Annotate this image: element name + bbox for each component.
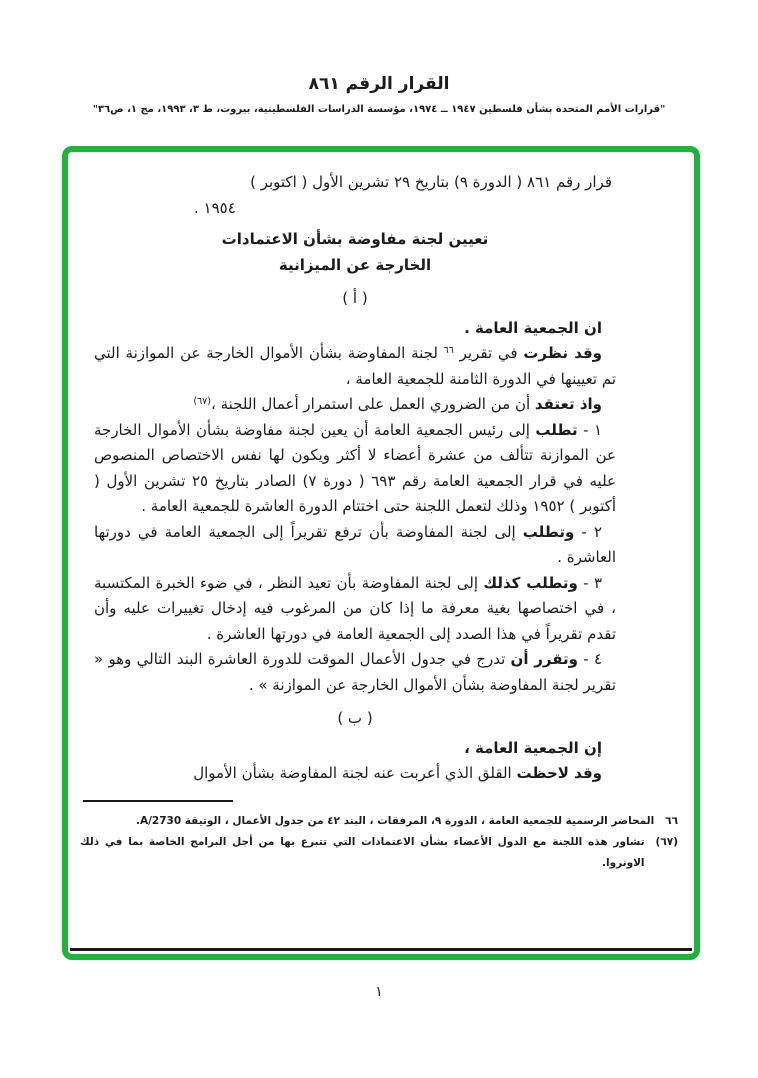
paragraph-item-4 [94, 647, 616, 698]
footnotes-area [80, 800, 678, 874]
paragraph-lead: وتطلب كذلك [483, 573, 578, 592]
document-title: القرار الرقم ٨٦١ [308, 74, 450, 94]
footnote-number: (٦٧) [655, 835, 678, 848]
paragraph-lead: تطلب [535, 420, 578, 439]
paragraph-lead: واذ تعتقد [534, 395, 602, 413]
paragraph-text: في تقرير [453, 344, 524, 362]
paragraph-lead: إن الجمعية العامة ، [464, 738, 602, 757]
paragraph-text: تدرج في جدول الأعمال الموقت للدورة العاشرة البند التالي وهو « تقرير لجنة المفاوضة بشأن الأموال الخارجة عن الموازنة » . [94, 650, 616, 694]
paragraph-lead: وتقرر أن [510, 650, 578, 668]
paragraph-lead: وتطلب [522, 522, 575, 541]
paragraph-preamble-2 [94, 341, 616, 392]
paragraph-lead: وقد نظرت [523, 344, 602, 362]
paragraph-item-1 [94, 418, 616, 520]
item-number: ٢ - [574, 522, 602, 541]
paragraph-lead: ان الجمعية العامة . [464, 318, 602, 337]
footnote-separator [83, 800, 233, 802]
paragraph-text: إلى لجنة المفاوضة بأن ترفع تقريراً إلى الجمعية العامة في دورتها العاشرة . [94, 522, 616, 566]
resolution-subtitle-line2: الخارجة عن الميزانية [278, 255, 432, 274]
page-number: ١ [375, 984, 383, 1000]
paragraph-b-2 [94, 761, 616, 787]
resolution-date-line: ١٩٥٤ . [194, 198, 236, 217]
paragraph-text: أن من الضروري العمل على استمرار أعمال اللجنة ، [211, 395, 535, 413]
resolution-subtitle-line1: تعيين لجنة مفاوضة بشأن الاعتمادات [221, 230, 489, 248]
footnote-text: المحاضر الرسمية للجمعية العامة ، الدورة ٩، المرفقات ، البند ٤٢ من جدول الأعمال ، الوثيقة A/2730. [135, 814, 655, 827]
paragraph-text: إلى لجنة المفاوضة بأن تعيد النظر ، في ضوء الخبرة المكتسبة ، في اختصاصها بغية معرفة ما إذا كان من المرغوب فيه إدخال تغييرات عليه وأن تقدم تقريراً في هذا الصدد إلى الجمعية العامة في دورتها العاشرة . [94, 573, 616, 643]
footnote-66 [80, 811, 678, 832]
paragraph-text: لجنة المفاوضة بشأن الأموال الخارجة عن الموازنة التي تم تعيينها في الدورة الثامنة للجمعية العامة ، [94, 344, 616, 388]
paragraph-preamble-3 [94, 392, 616, 418]
paragraph-item-3 [94, 571, 616, 648]
paragraph-text: إلى رئيس الجمعية العامة أن يعين لجنة مفاوضة بشأن الأموال الخارجة عن الموازنة تتألف من عشرة أعضاء لا أكثر ويكون لها نفس الاختصاص المنصوص عليه في قرار الجمعية العامة رقم ٦٩٣ ( دورة ٧) الصادر بتاريخ ٢٥ تشرين الأول ( أكتوبر ) ١٩٥٢ وذلك لتعمل اللجنة حتى اختتام الدورة العاشرة للجمعية العامة . [94, 420, 616, 515]
document-header [0, 74, 758, 115]
scan-artifact-line [70, 948, 692, 951]
footnote-number: ٦٦ [665, 814, 678, 827]
paragraph-b-1 [94, 736, 616, 762]
footnote-ref-66: ٦٦ [443, 345, 454, 356]
source-citation: "قرارات الأمم المتحدة بشأن فلسطين ١٩٤٧ ــ ١٩٧٤، مؤسسة الدراسات الفلسطينية، بيروت، ط ٣، ١٩٩٣، مج ١، ص٣٦" [92, 104, 666, 115]
resolution-title-line: قرار رقم ٨٦١ ( الدورة ٩) بتاريخ ٢٩ تشرين الأول ( اكتوبر ) [250, 173, 612, 191]
paragraph-lead: وقد لاحظت [516, 764, 602, 782]
paragraph-preamble-1 [94, 316, 616, 342]
green-highlight-frame [62, 146, 700, 960]
footnote-ref-67: (٦٧) [193, 396, 212, 407]
paragraph-item-2 [94, 520, 616, 571]
resolution-content [68, 152, 694, 954]
item-number: ١ - [577, 420, 602, 439]
paragraph-text: القلق الذي أعربت عنه لجنة المفاوضة بشأن الأموال [193, 764, 517, 782]
section-a-label: ( أ ) [342, 289, 368, 307]
item-number: ٤ - [577, 650, 602, 668]
item-number: ٣ - [577, 573, 603, 592]
section-b-label: ( ب ) [337, 709, 373, 727]
footnote-67 [80, 832, 678, 874]
footnote-text: تشاور هذه اللجنة مع الدول الأعضاء بشأن الاعتمادات التي تتبرع بها من أجل البرامج الخاصة بما في ذلك الاونروا. [80, 835, 645, 869]
